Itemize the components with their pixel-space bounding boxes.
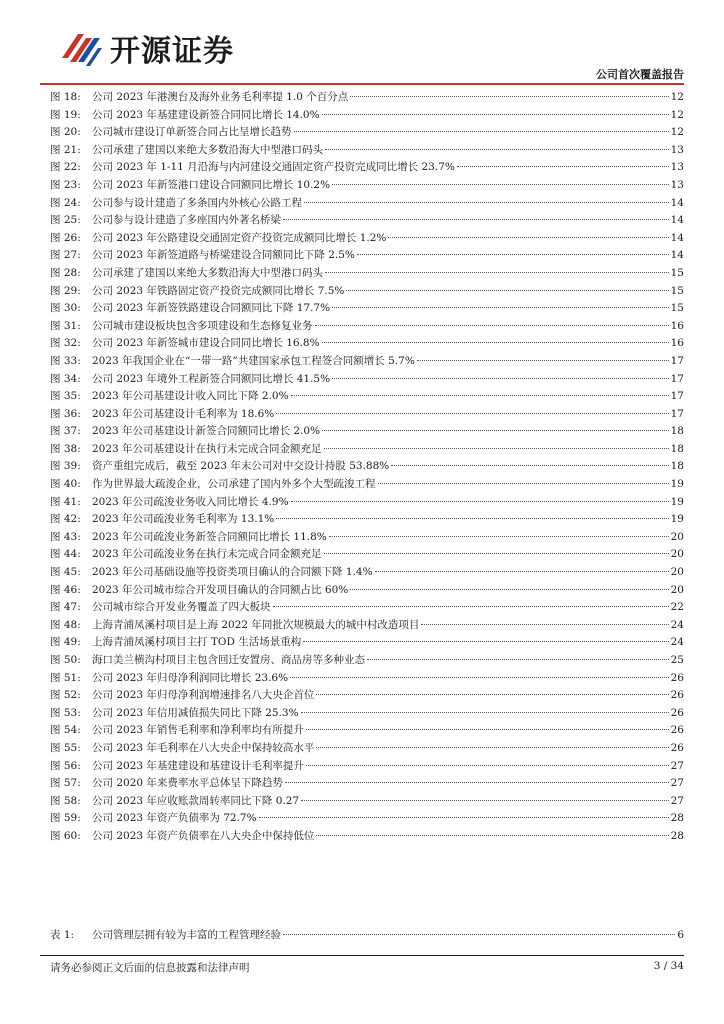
toc-entry-title: 2023 年公司疏浚业务收入同比增长 4.9% (92, 495, 289, 508)
toc-entry[interactable] (50, 617, 684, 635)
toc-entry-number: 图 31: (50, 319, 81, 332)
toc-entry-page: 19 (670, 495, 684, 508)
toc-entry-page: 19 (670, 478, 684, 491)
toc-leader-dots (417, 360, 669, 361)
toc-entry[interactable] (50, 177, 684, 195)
toc-entry-number: 图 21: (50, 143, 81, 156)
footer-divider (40, 955, 684, 956)
toc-leader-dots (315, 325, 669, 326)
toc-entry-title: 公司 2023 年 1-11 月沿海与内河建设交通固定资产投资完成同比增长 23.7% (92, 161, 455, 174)
toc-entry-number: 图 28: (50, 266, 81, 279)
toc-entry-page: 26 (670, 689, 684, 702)
toc-leader-dots (283, 934, 675, 935)
toc-leader-dots (316, 747, 668, 748)
toc-entry[interactable] (50, 546, 684, 564)
toc-leader-dots (388, 237, 668, 238)
toc-entry[interactable] (50, 335, 684, 353)
toc-entry-title: 上海青浦凤溪村项目是上海 2022 年同批次规模最大的城中村改造项目 (92, 618, 420, 631)
toc-leader-dots (324, 553, 669, 554)
toc-leader-dots (367, 659, 669, 660)
toc-entry[interactable] (50, 283, 684, 301)
toc-entry-title: 公司 2023 年基建建设和基建设计毛利率提升 (92, 759, 304, 772)
toc-entry-page: 13 (670, 178, 684, 191)
table-list (50, 927, 684, 945)
toc-entry-title: 2023 年公司疏浚业务在执行未完成合同金额充足 (92, 548, 322, 561)
toc-leader-dots (316, 694, 668, 695)
toc-entry-title: 2023 年公司基础设施等投资类项目确认的合同额下降 1.4% (92, 566, 373, 579)
toc-entry-page: 20 (670, 530, 684, 543)
toc-entry-number: 图 43: (50, 530, 81, 543)
toc-entry[interactable] (50, 318, 684, 336)
toc-entry-number: 图 50: (50, 654, 81, 666)
toc-leader-dots (325, 149, 669, 150)
toc-entry-page: 12 (670, 91, 684, 103)
toc-entry-title: 公司 2023 年港澳台及海外业务毛利率提 1.0 个百分点 (92, 91, 349, 103)
toc-entry[interactable] (50, 634, 684, 652)
toc-leader-dots (276, 518, 668, 519)
toc-leader-dots (306, 729, 669, 730)
toc-leader-dots (346, 290, 668, 291)
toc-leader-dots (375, 571, 669, 572)
toc-entry[interactable] (50, 476, 684, 494)
toc-entry-number: 图 51: (50, 671, 81, 684)
toc-entry-page: 26 (670, 724, 684, 737)
toc-leader-dots (322, 114, 669, 115)
toc-entry[interactable] (50, 927, 684, 945)
toc-entry-number: 图 30: (50, 302, 81, 315)
toc-entry-number: 图 57: (50, 777, 81, 790)
toc-entry-page: 24 (670, 636, 684, 649)
toc-entry[interactable] (50, 353, 684, 371)
toc-entry-number: 图 47: (50, 601, 81, 614)
page-number: 3 / 34 (653, 960, 684, 972)
toc-entry-number: 图 32: (50, 337, 81, 350)
toc-entry-number: 图 46: (50, 583, 81, 596)
toc-leader-dots (350, 589, 668, 590)
toc-entry-page: 20 (670, 548, 684, 561)
toc-entry-number: 图 55: (50, 741, 81, 754)
toc-entry-title: 公司城市建设订单新签合同占比呈增长趋势 (92, 126, 292, 139)
toc-entry-title: 2023 年公司基建设计在执行未完成合同金额充足 (92, 442, 322, 455)
toc-entry-title: 公司城市建设板块包含多项建设和生态修复业务 (92, 319, 313, 332)
toc-leader-dots (378, 483, 669, 484)
toc-entry[interactable] (50, 670, 684, 688)
toc-leader-dots (290, 677, 669, 678)
toc-entry[interactable] (50, 705, 684, 723)
toc-entry[interactable] (50, 159, 684, 177)
toc-entry-title: 上海青浦凤溪村项目主打 TOD 生活场景重构 (92, 636, 302, 649)
toc-entry-page: 28 (670, 829, 684, 842)
toc-entry-number: 图 36: (50, 407, 81, 420)
toc-entry-page: 20 (670, 583, 684, 596)
toc-leader-dots (322, 430, 669, 431)
toc-entry[interactable] (50, 406, 684, 424)
toc-entry-page: 26 (670, 706, 684, 719)
toc-entry-page: 28 (670, 812, 684, 825)
toc-entry-title: 资产重组完成后，截至 2023 年末公司对中交设计持股 53.88% (92, 460, 390, 473)
toc-entry-title: 公司 2023 年销售毛利率和净利率均有所提升 (92, 724, 304, 737)
toc-entry-title: 海口美兰横沟村项目主包含回迁安置房、商品房等多种业态 (92, 654, 365, 666)
toc-leader-dots (324, 448, 669, 449)
toc-entry-number: 图 54: (50, 724, 81, 737)
toc-entry-number: 图 53: (50, 706, 81, 719)
toc-entry-number: 图 42: (50, 513, 81, 526)
toc-entry-number: 图 19: (50, 108, 81, 121)
toc-leader-dots (285, 782, 669, 783)
toc-entry[interactable] (50, 758, 684, 776)
toc-entry-number: 图 60: (50, 829, 81, 842)
toc-entry-page: 15 (670, 302, 684, 315)
toc-leader-dots (273, 606, 669, 607)
toc-entry[interactable] (50, 124, 684, 142)
toc-entry[interactable] (50, 810, 684, 828)
toc-entry-title: 2023 年公司城市综合开发项目确认的合同额占比 60% (92, 583, 349, 596)
toc-leader-dots (306, 765, 669, 766)
toc-entry-number: 图 24: (50, 196, 81, 209)
toc-entry-number: 图 33: (50, 354, 81, 367)
toc-entry-page: 19 (670, 513, 684, 526)
toc-entry-page: 27 (670, 777, 684, 790)
toc-leader-dots (391, 465, 668, 466)
toc-leader-dots (332, 184, 669, 185)
toc-entry-page: 27 (670, 759, 684, 772)
toc-entry[interactable] (50, 371, 684, 389)
toc-entry-page: 18 (670, 460, 684, 473)
toc-entry[interactable] (50, 828, 684, 846)
toc-entry-page: 16 (670, 319, 684, 332)
toc-entry-title: 公司 2023 年新签港口建设合同额同比增长 10.2% (92, 178, 331, 191)
toc-entry[interactable] (50, 687, 684, 705)
toc-leader-dots (357, 254, 669, 255)
toc-entry[interactable] (50, 441, 684, 459)
toc-entry-number: 图 56: (50, 759, 81, 772)
toc-entry-title: 2023 年公司疏浚业务毛利率为 13.1% (92, 513, 275, 526)
toc-entry-title: 公司 2023 年毛利率在八大央企中保持较高水平 (92, 741, 315, 754)
toc-entry[interactable] (50, 423, 684, 441)
toc-entry[interactable] (50, 582, 684, 600)
toc-entry-number: 图 34: (50, 372, 81, 385)
toc-leader-dots (301, 800, 669, 801)
toc-entry-number: 图 37: (50, 425, 81, 438)
toc-entry-page: 14 (670, 214, 684, 227)
toc-entry-page: 20 (670, 566, 684, 579)
toc-entry[interactable] (50, 740, 684, 758)
toc-entry-page: 13 (670, 161, 684, 174)
toc-entry-number: 图 52: (50, 689, 81, 702)
toc-entry-title: 公司 2023 年新签城市建设合同同比增长 16.8% (92, 337, 320, 350)
toc-leader-dots (291, 501, 669, 502)
toc-entry-number: 图 22: (50, 161, 81, 174)
toc-entry-title: 2023 年公司疏浚业务新签合同额同比增长 11.8% (92, 530, 327, 543)
toc-entry-number: 图 26: (50, 231, 81, 244)
toc-entry-title: 公司承建了建国以来绝大多数沿海大中型港口码头 (92, 143, 323, 156)
toc-entry-number: 图 23: (50, 178, 81, 191)
toc-leader-dots (332, 378, 669, 379)
toc-entry-title: 公司参与设计建造了多条国内外核心公路工程 (92, 196, 302, 209)
footer-disclaimer: 请务必参阅正文后面的信息披露和法律声明 (50, 962, 250, 974)
figure-list (50, 89, 684, 846)
toc-leader-dots (291, 395, 669, 396)
toc-entry[interactable] (50, 722, 684, 740)
toc-entry-title: 2023 年公司基建设计毛利率为 18.6% (92, 407, 275, 420)
toc-entry[interactable] (50, 142, 684, 160)
logo-mark-icon (60, 28, 104, 68)
toc-entry[interactable] (50, 652, 684, 670)
toc-entry-number: 图 20: (50, 126, 81, 139)
toc-entry-page: 15 (670, 266, 684, 279)
toc-entry-number: 图 40: (50, 478, 81, 491)
toc-entry-title: 2023 年我国企业在“一带一路”共建国家承包工程签合同额增长 5.7% (92, 354, 415, 367)
toc-entry-page: 17 (670, 407, 684, 420)
toc-leader-dots (301, 712, 669, 713)
toc-entry-title: 公司参与设计建造了多座国内外著名桥梁 (92, 214, 281, 227)
toc-entry-title: 公司 2023 年基建建设新签合同同比增长 14.0% (92, 108, 320, 121)
toc-leader-dots (276, 413, 668, 414)
toc-entry[interactable] (50, 793, 684, 811)
toc-entry[interactable] (50, 247, 684, 265)
toc-entry[interactable] (50, 212, 684, 230)
toc-leader-dots (259, 817, 669, 818)
toc-entry-number: 图 39: (50, 460, 81, 473)
toc-entry[interactable] (50, 458, 684, 476)
toc-leader-dots (329, 536, 669, 537)
toc-entry-page: 15 (670, 284, 684, 297)
toc-entry-number: 图 58: (50, 794, 81, 807)
toc-entry[interactable] (50, 265, 684, 283)
toc-entry-number: 图 25: (50, 214, 81, 227)
toc-entry-page: 22 (670, 601, 684, 614)
toc-entry-title: 公司 2023 年境外工程新签合同额同比增长 41.5% (92, 372, 331, 385)
report-type-label: 公司首次覆盖报告 (596, 68, 684, 81)
toc-entry[interactable] (50, 511, 684, 529)
toc-entry-title: 公司 2023 年归母净利润同比增长 23.6% (92, 671, 289, 684)
toc-entry[interactable] (50, 599, 684, 617)
toc-leader-dots (316, 835, 668, 836)
toc-entry-title: 公司管理层拥有较为丰富的工程管理经验 (92, 929, 281, 941)
toc-entry-title: 2023 年公司基建设计新签合同额同比增长 2.0% (92, 425, 321, 438)
toc-entry-title: 公司 2023 年新签铁路建设合同额同比下降 17.7% (92, 302, 331, 315)
toc-leader-dots (421, 624, 668, 625)
toc-entry[interactable] (50, 388, 684, 406)
toc-leader-dots (325, 272, 669, 273)
toc-entry-number: 图 44: (50, 548, 81, 561)
toc-entry-page: 24 (670, 618, 684, 631)
toc-entry-number: 图 18: (50, 91, 81, 103)
header-divider (40, 83, 684, 85)
toc-entry-number: 图 38: (50, 442, 81, 455)
toc-entry-page: 18 (670, 425, 684, 438)
toc-entry-page: 13 (670, 143, 684, 156)
toc-entry-page: 26 (670, 671, 684, 684)
toc-entry-page: 14 (670, 231, 684, 244)
toc-leader-dots (350, 96, 668, 97)
toc-entry-number: 图 41: (50, 495, 81, 508)
toc-entry-page: 27 (670, 794, 684, 807)
toc-entry-title: 公司 2023 年公路建设交通固定资产投资完成额同比增长 1.2% (92, 231, 387, 244)
toc-entry[interactable] (50, 300, 684, 318)
toc-entry-title: 作为世界最大疏浚企业，公司承建了国内外多个大型疏浚工程 (92, 478, 376, 491)
toc-entry-number: 图 48: (50, 618, 81, 631)
toc-entry[interactable] (50, 494, 684, 512)
toc-leader-dots (303, 641, 668, 642)
toc-leader-dots (322, 342, 669, 343)
toc-entry-page: 12 (670, 126, 684, 139)
toc-entry-title: 公司 2023 年资产负债率为 72.7% (92, 812, 257, 825)
toc-entry[interactable] (50, 529, 684, 547)
toc-entry-title: 公司 2023 年新签道路与桥梁建设合同额同比下降 2.5% (92, 249, 355, 262)
toc-entry[interactable] (50, 107, 684, 125)
toc-entry-number: 图 29: (50, 284, 81, 297)
toc-entry-page: 16 (670, 337, 684, 350)
toc-entry-number: 图 59: (50, 812, 81, 825)
toc-entry[interactable] (50, 89, 684, 107)
toc-entry[interactable] (50, 775, 684, 793)
toc-entry-title: 公司 2023 年资产负债率在八大央企中保持低位 (92, 829, 315, 842)
toc-entry-title: 公司城市综合开发业务覆盖了四大板块 (92, 601, 271, 614)
toc-entry-page: 18 (670, 442, 684, 455)
toc-entry[interactable] (50, 564, 684, 582)
toc-entry-number: 表 1: (50, 929, 75, 941)
toc-entry-title: 公司 2023 年铁路固定资产投资完成额同比增长 7.5% (92, 284, 345, 297)
toc-entry-page: 17 (670, 354, 684, 367)
toc-leader-dots (304, 202, 669, 203)
toc-entry-title: 公司承建了建国以来绝大多数沿海大中型港口码头 (92, 266, 323, 279)
toc-entry-page: 12 (670, 108, 684, 121)
toc-entry[interactable] (50, 195, 684, 213)
toc-leader-dots (294, 131, 669, 132)
toc-entry-number: 图 35: (50, 390, 81, 403)
toc-entry-page: 17 (670, 372, 684, 385)
toc-leader-dots (457, 166, 669, 167)
toc-entry-title: 2023 年公司基建设计收入同比下降 2.0% (92, 390, 289, 403)
company-logo (60, 26, 234, 70)
logo-text: 开源证券 (110, 34, 234, 69)
toc-entry-page: 17 (670, 390, 684, 403)
toc-entry-title: 公司 2023 年归母净利润增速排名八大央企首位 (92, 689, 315, 702)
toc-entry-title: 公司 2023 年信用减值损失同比下降 25.3% (92, 706, 299, 719)
toc-entry-page: 25 (670, 654, 684, 666)
toc-entry-title: 公司 2020 年来费率水平总体呈下降趋势 (92, 777, 283, 790)
toc-entry-number: 图 45: (50, 566, 81, 579)
toc-leader-dots (283, 219, 669, 220)
toc-entry-page: 6 (677, 929, 684, 941)
toc-entry-page: 14 (670, 196, 684, 209)
toc-entry[interactable] (50, 230, 684, 248)
toc-entry-page: 26 (670, 741, 684, 754)
page-header (40, 0, 684, 84)
toc-entry-page: 14 (670, 249, 684, 262)
toc-entry-title: 公司 2023 年应收账款周转率同比下降 0.27 (92, 794, 300, 807)
toc-leader-dots (332, 307, 669, 308)
toc-entry-number: 图 27: (50, 249, 81, 262)
toc-entry-number: 图 49: (50, 636, 81, 649)
